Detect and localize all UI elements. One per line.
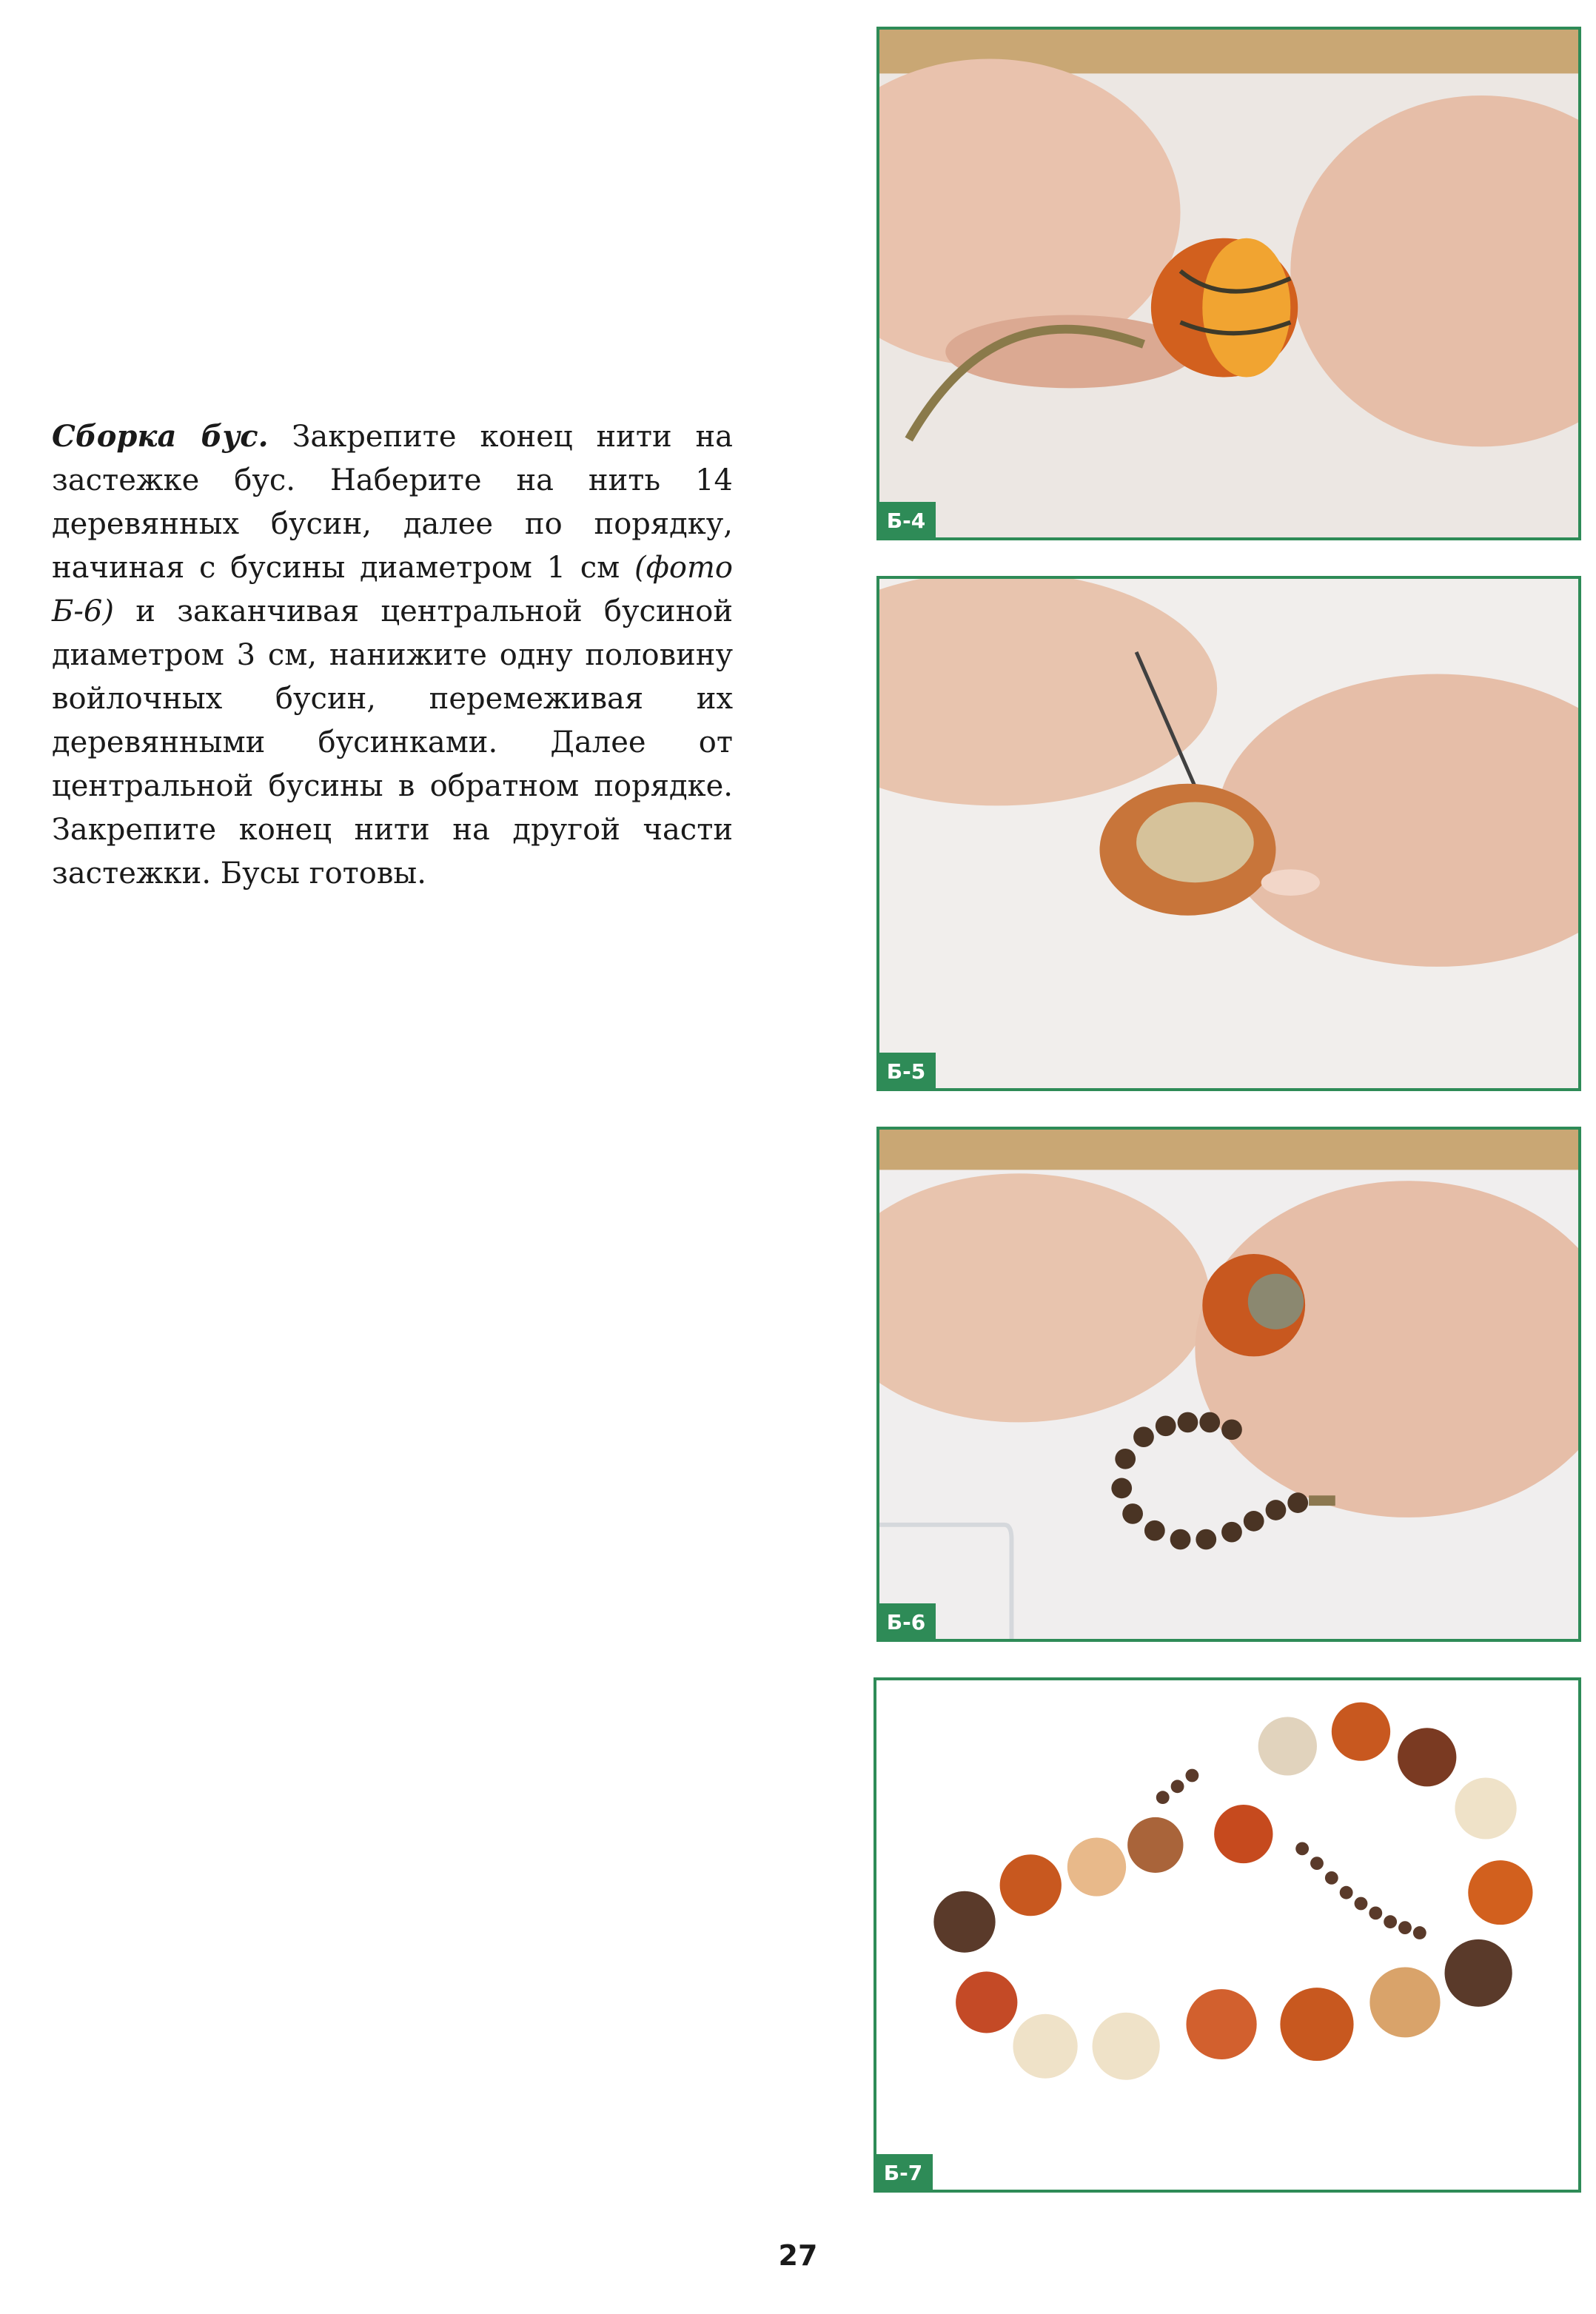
photo-b6 <box>876 1127 1581 1642</box>
photo-b4-image <box>879 30 1578 537</box>
instruction-heading: Сборка бус. <box>52 419 269 454</box>
photo-reference: (фото Б-6) <box>52 551 733 628</box>
photo-b4-label: Б-4 <box>876 502 936 540</box>
photo-b5-label: Б-5 <box>876 1053 936 1091</box>
instruction-text-part2: и заканчивая центральной бусиной диаметром 3 см, нанижите одну половину войлочных бусин, перемеживая их деревянными бусинками. Далее от центральной бусины в обратном порядке. Закрепите конец нити на другой части застежки. Бусы готовы. <box>52 594 733 891</box>
page-number: 27 <box>778 2239 818 2272</box>
photo-b5-image <box>879 579 1578 1088</box>
photo-b7-image <box>876 1680 1578 2190</box>
assembly-instructions <box>52 415 733 896</box>
photo-b4 <box>876 27 1581 540</box>
photo-b5 <box>876 576 1581 1091</box>
instruction-text-part1: Закрепите конец нити на застежке бус. Наберите на нить 14 деревянных бусин, далее по порядку, начиная с бусины диаметром 1 см <box>52 420 733 585</box>
photo-b6-image <box>879 1130 1578 1639</box>
photo-b6-label: Б-6 <box>876 1603 936 1642</box>
photo-b7 <box>874 1677 1581 2193</box>
photo-b7-label: Б-7 <box>874 2154 933 2193</box>
